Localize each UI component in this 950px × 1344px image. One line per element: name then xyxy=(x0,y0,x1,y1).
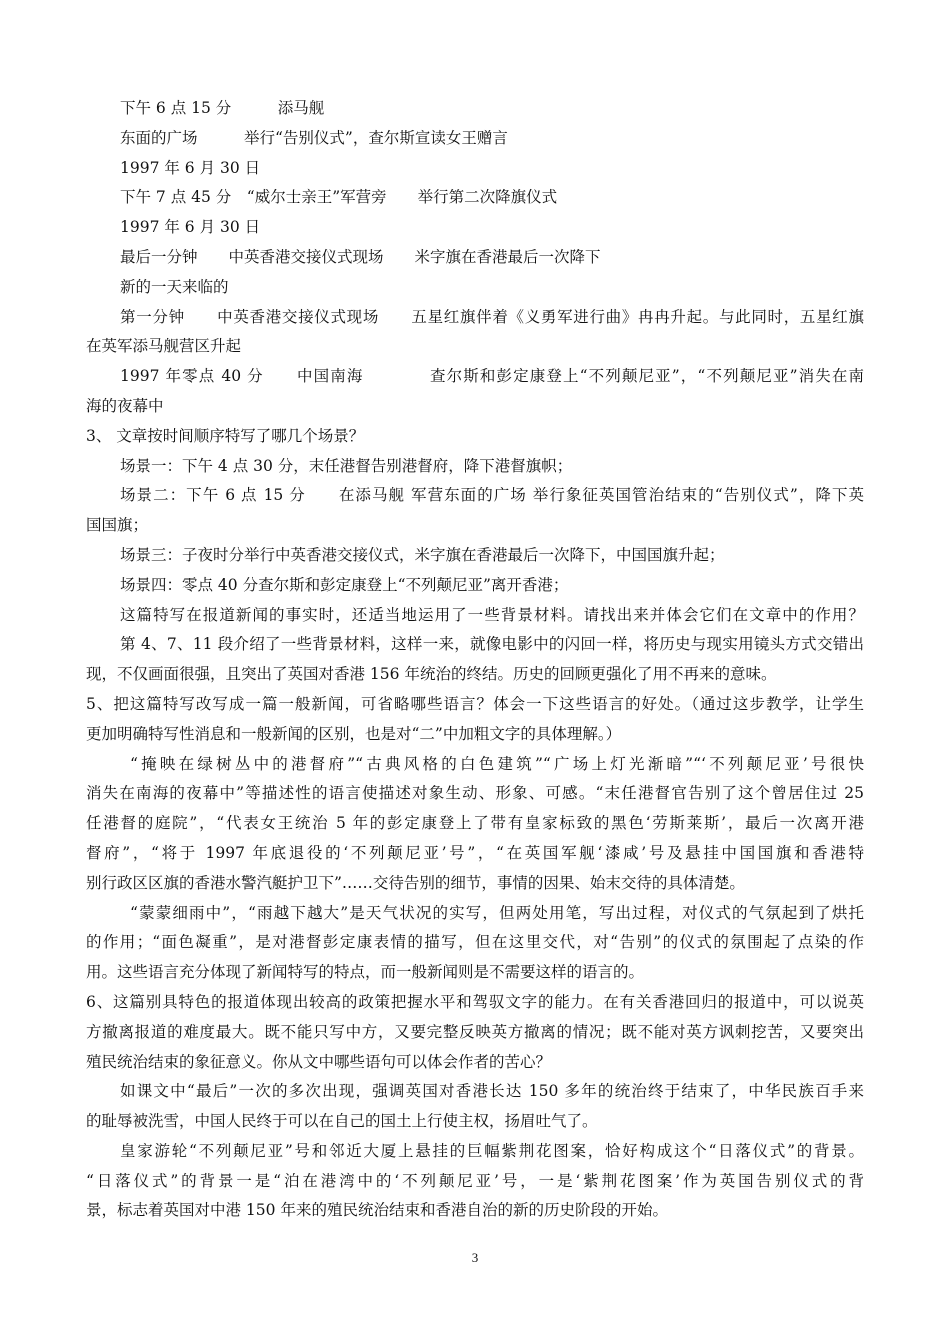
text-line: 任港督的庭院”，“代表女王统治 5 年的彭定康登上了带有皇家标致的黑色‘劳斯莱斯’，最后一次离开港 xyxy=(86,814,864,833)
text-line: 第一分钟 中英香港交接仪式现场 五星红旗伴着《义勇军进行曲》冉冉升起。与此同时，五星红旗 xyxy=(120,307,864,326)
text-line: 皇家游轮“不列颠尼亚”号和邻近大厦上悬挂的巨幅紫荆花图案，恰好构成这个“日落仪式”的背景。 xyxy=(120,1141,864,1160)
text-line: 场景三：子夜时分举行中英香港交接仪式，米字旗在香港最后一次降下，中国国旗升起； xyxy=(120,545,725,564)
text-line: 下午 6 点 15 分 添马舰 xyxy=(120,99,325,117)
text-line: 新的一天来临的 xyxy=(120,277,229,296)
text-line: 1997 年 6 月 30 日 xyxy=(120,158,261,177)
text-line: 场景二：下午 6 点 15 分 在添马舰 军营东面的广场 举行象征英国管治结束的“告别仪式”，降下英 xyxy=(120,486,864,505)
text-line: 景，标志着英国对中港 150 年来的殖民统治结束和香港自治的新的历史阶段的开始。 xyxy=(86,1201,668,1220)
text-line: 国国旗； xyxy=(86,516,149,535)
text-line: “日落仪式”的背景一是“泊在港湾中的‘不列颠尼亚’号，一是‘紫荆花图案’作为英国告别仪式的背 xyxy=(86,1171,864,1190)
page-number: 3 xyxy=(471,1250,479,1265)
text-line: 这篇特写在报道新闻的事实时，还适当地运用了一些背景材料。请找出来并体会它们在文章中的作用？ xyxy=(120,605,864,624)
text-line: 方撤离报道的难度最大。既不能只写中方，又要完整反映英方撤离的情况；既不能对英方讽刺挖苦，又要突出 xyxy=(86,1022,864,1041)
text-line: 最后一分钟 中英香港交接仪式现场 米字旗在香港最后一次降下 xyxy=(120,247,601,266)
text-line: 督府”，“将于 1997 年底退役的‘不列颠尼亚’号”，“在英国军舰‘漆咸’号及悬挂中国国旗和香港特 xyxy=(86,843,864,862)
text-line: “蒙蒙细雨中”，“雨越下越大”是天气状况的实写，但两处用笔，写出过程，对仪式的气氛起到了烘托 xyxy=(130,903,864,922)
text-line: 殖民统治结束的象征意义。你从文中哪些语句可以体会作者的苦心？ xyxy=(86,1052,552,1071)
question-heading: 6、这篇别具特色的报道体现出较高的政策把握水平和驾驭文字的能力。在有关香港回归的报道中，可以说英 xyxy=(86,992,864,1011)
text-line: 消失在南海的夜幕中”等描述性的语言使描述对象生动、形象、可感。“末任港督官告别了这个曾居住过 25 xyxy=(86,784,864,803)
question-heading: 5、把这篇特写改写成一篇一般新闻，可省略哪些语言？体会一下这些语言的好处。（通过这步教学，让学生 xyxy=(86,694,864,713)
text-line: “掩映在绿树丛中的港督府”“古典风格的白色建筑”“广场上灯光渐暗”“‘不列颠尼亚’号很快 xyxy=(130,754,864,773)
text-line: 用。这些语言充分体现了新闻特写的特点，而一般新闻则是不需要这样的语言的。 xyxy=(86,963,645,982)
question-heading: 3、 文章按时间顺序特写了哪几个场景？ xyxy=(86,426,365,445)
text-line: 更加明确特写性消息和一般新闻的区别，也是对“二”中加粗文字的具体理解。） xyxy=(86,724,622,743)
text-line: 下午 7 点 45 分 “威尔士亲王”军营旁 举行第二次降旗仪式 xyxy=(120,188,558,207)
text-line: 的耻辱被洗雪，中国人民终于可以在自己的国土上行使主权，扬眉吐气了。 xyxy=(86,1112,598,1131)
text-line: 1997 年 6 月 30 日 xyxy=(120,218,261,237)
text-line: 现，不仅画面很强，且突出了英国对香港 156 年统治的终结。历史的回顾更强化了用不再来的意味。 xyxy=(86,665,777,684)
text-line: 1997 年零点 40 分 中国南海 查尔斯和彭定康登上“不列颠尼亚”，“不列颠尼亚”消失在南 xyxy=(120,367,864,386)
text-line: 在英军添马舰营区升起 xyxy=(86,337,242,356)
text-line: 别行政区区旗的香港水警汽艇护卫下”……交待告别的细节，事情的因果、始末交待的具体清楚。 xyxy=(86,873,745,892)
text-line: 场景四：零点 40 分查尔斯和彭定康登上“不列颠尼亚”离开香港； xyxy=(120,575,569,594)
text-line: 的作用；“面色凝重”，是对港督彭定康表情的描写，但在这里交代，对“告别”的仪式的氛围起了点染的作 xyxy=(86,933,864,952)
text-line: 第 4、7、11 段介绍了一些背景材料，这样一来，就像电影中的闪回一样，将历史与现实用镜头方式交错出 xyxy=(120,635,864,654)
document-body xyxy=(86,94,864,1226)
text-line: 海的夜幕中 xyxy=(86,396,164,415)
text-line: 东面的广场 举行“告别仪式”，查尔斯宣读女王赠言 xyxy=(120,128,508,147)
text-line: 如课文中“最后”一次的多次出现，强调英国对香港长达 150 多年的统治终于结束了，中华民族百手来 xyxy=(120,1082,864,1101)
text-line: 场景一：下午 4 点 30 分，末任港督告别港督府，降下港督旗帜； xyxy=(120,456,573,475)
